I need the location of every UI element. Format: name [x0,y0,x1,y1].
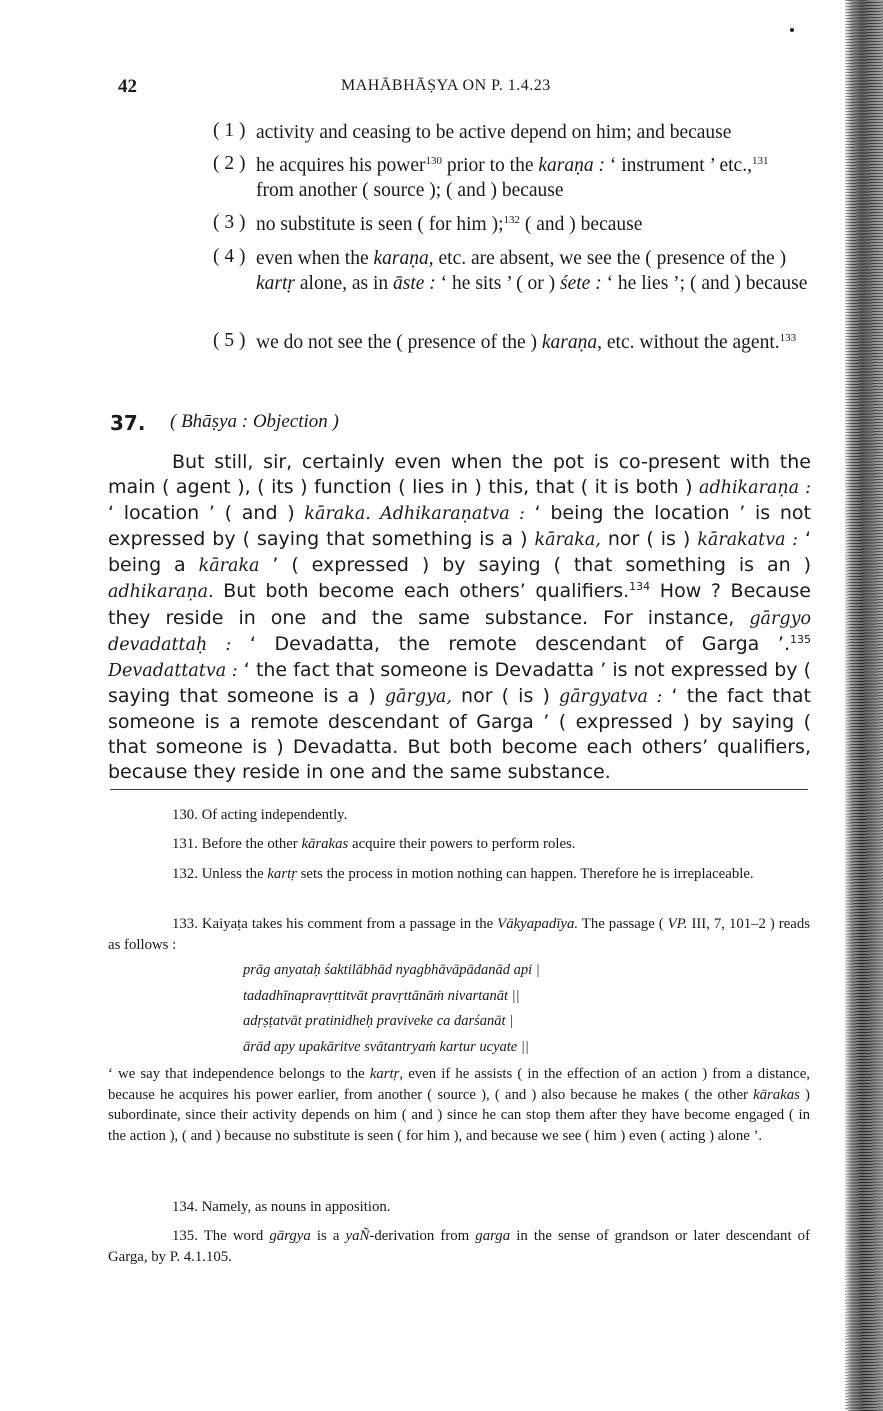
list-item: no substitute is seen ( for him );$^{132}$ ( and ) because [256,214,643,235]
section-number: 37. [110,411,146,435]
main-paragraph: But still, sir, certainly even when the pot is co-present with the main ( agent ), ( its ) function ( lies in ) this, that ( it is both ) adhikaraṇa : ‘ location ’ ( and ) kāraka. Adhikaraṇatva : ‘ being the location ’ is not expressed by ( saying that something is a ) kāraka, nor ( is ) kārakatva : ‘ being a kāraka ’ ( expressed ) by saying ( that something is an ) adhikaraṇa. But both become each others’ qualifiers.$^{134}$ How ? Because they reside in one and the same substance. For instance, gārgyo devadattaḥ : ‘ Devadatta, the remote descendant of Garga ’.$^{135}$ Devadattatva : ‘ the fact that someone is Devadatta ’ is not expressed by ( saying that someone is a ) gārgya, nor ( is ) gārgyatva : ‘ the fact that someone is a remote descendant of Garga ’ ( expressed ) by saying ( that someone is ) Devadatta. But both become each others’ qualifiers, because they reside in one and the same substance. [108,451,811,784]
footnote-130: 130. Of acting independently. [172,807,348,823]
list-number: ( 3 ) [213,212,246,233]
verse-line: prāg anyataḥ śaktilābhād nyagbhāvāpādanād api | [243,962,540,978]
page-number: 42 [118,76,137,97]
list-item: activity and ceasing to be active depend on him; and because [256,122,732,143]
verse-line: tadadhīnapravṛttitvāt pravṛttānāṁ nivartanāt || [243,988,520,1004]
list-item: he acquires his power$^{130}$ prior to the karaṇa : ‘ instrument ’ etc.,$^{131}$ from another ( source ); ( and ) because [256,155,769,201]
list-item: we do not see the ( presence of the ) karaṇa, etc. without the agent.$^{133}$ [256,332,797,353]
footnote-135: 135. The word gārgya is a yaÑ-derivation from garga in the sense of grandson or later descendant of Garga, by P. 4.1.105. [108,1228,810,1265]
footnote-132: 132. Unless the kartṛ sets the process in motion nothing can happen. Therefore he is irreplaceable. [172,866,754,882]
scanned-page-edge [845,0,883,1411]
page-header [0,76,883,100]
footnote-131: 131. Before the other kārakas acquire their powers to perform roles. [172,836,576,852]
running-title: MAHĀBHĀṢYA ON P. 1.4.23 [341,77,551,94]
list-number: ( 5 ) [213,330,246,351]
section-heading: ( Bhāṣya : Objection ) [170,411,339,432]
footnote-divider [110,789,808,790]
footnote-133-translation: ‘ we say that independence belongs to the kartṛ, even if he assists ( in the effection of an action ) from a distance, because he acquires his power earlier, from another ( source ), ( and ) also because he makes ( the other kārakas ) subordinate, since their activity depends on him ( and ) since he can stop them after they have become engaged ( in the action ), ( and ) because no substitute is seen ( for him ), and because we see ( him ) even ( acting ) alone ’. [108,1066,810,1144]
list-number: ( 4 ) [213,246,246,267]
list-number: ( 2 ) [213,153,246,174]
list-number: ( 1 ) [213,120,246,141]
list-item: even when the karaṇa, etc. are absent, we see the ( presence of the ) kartṛ alone, as in āste : ‘ he sits ’ ( or ) śete : ‘ he lies ’; ( and ) because [256,248,808,294]
verse-line: ārād apy upakāritve svātantryaṁ kartur ucyate || [243,1039,529,1055]
verse-line: adṛṣṭatvāt pratinidheḥ praviveke ca darśanāt | [243,1013,514,1029]
footnote-133: 133. Kaiyaṭa takes his comment from a passage in the Vākyapadīya. The passage ( VP. III, 7, 101–2 ) reads as follows : [108,916,811,953]
scan-speck [790,28,794,32]
footnote-134: 134. Namely, as nouns in apposition. [172,1199,391,1215]
